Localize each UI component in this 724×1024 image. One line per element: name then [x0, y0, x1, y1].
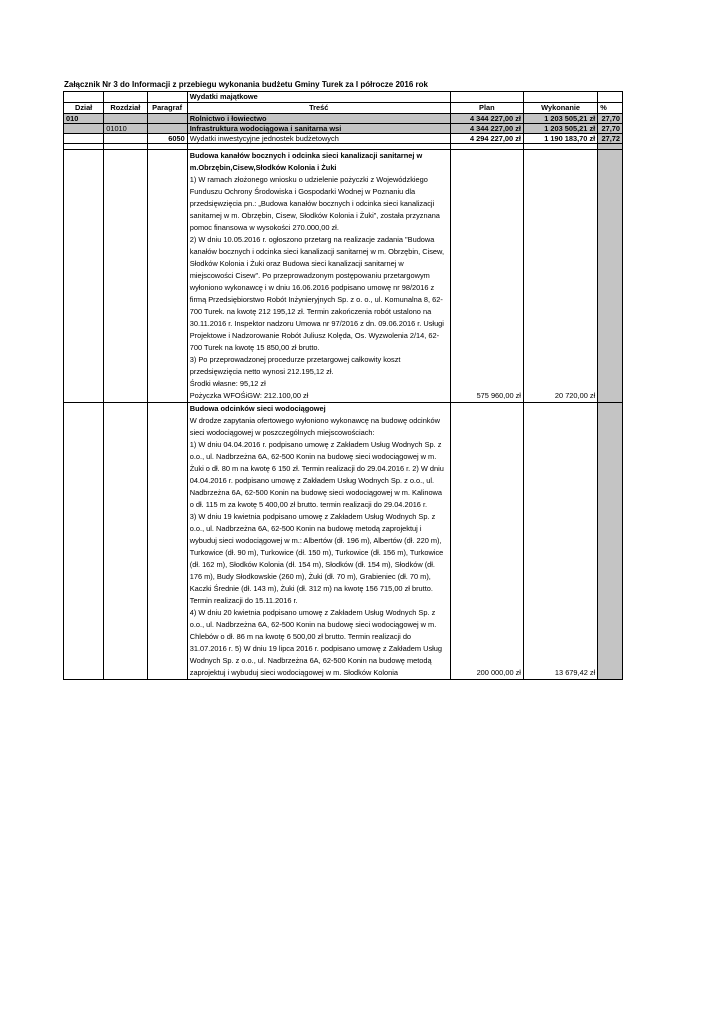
tresc-cell: Rolnictwo i łowiectwo	[187, 114, 450, 124]
task-title: Budowa odcinków sieci wodociągowej	[189, 404, 326, 413]
task-line: Pożyczka WFOŚiGW: 212.100,00 zł	[189, 391, 309, 400]
task-plan: 575 960,00 zł	[450, 150, 523, 403]
task-line: 3) Po przeprowadzonej procedurze przetargowej całkowity koszt przedsięwzięcia netto wynosi 212.195,12 zł.	[189, 355, 401, 376]
column-header-dzial: Dział	[64, 103, 104, 114]
section-header: Wydatki majątkowe	[187, 92, 450, 103]
tresc-cell: Wydatki inwestycyjne jednostek budżetowych	[187, 134, 450, 144]
plan-cell: 4 294 227,00 zł	[450, 134, 523, 144]
task-line: 1) W ramach złożonego wniosku o udzielenie pożyczki z Wojewódzkiego Funduszu Ochrony Środowiska i Gospodarki Wodnej w Poznaniu dla przedsięwzięcia pn.: „Budowa kanałów bocznych i odcinka sieci kanalizacji sanitarnej w m. Obrzębin, Cisew, Słodków Kolonia i Żuki”, została przyznana pomoc finansowa w wysokości 270.000,00 zł.	[189, 175, 440, 232]
task-line: W drodze zapytania ofertowego wyłoniono wykonawcę na budowę odcinków sieci wodociągowej w poszczególnych miejscowościach:	[189, 416, 440, 437]
task-line: 2) W dniu 10.05.2016 r. ogłoszono przetarg na realizacje zadania "Budowa kanałów bocznych i odcinka sieci kanalizacji sanitarnej w m. Obrzębin, Cisew, Słodków Kolonia i Żuki oraz Budowa sieci kanalizacji sanitarnej w miejscowości Cisew". Po przeprowadzonym postępowaniu przetargowym wyłoniono wykonawcę i w dniu 16.06.2016 podpisano umowę nr 98/2016 z firmą Przedsiębiorstwo Robót Inżynieryjnych Sp. z o. o., ul. Komunalna 8, 62-700 Turek. na kwotę 212 195,12 zł. Termin zakończenia robót ustalono na 30.11.2016 r. Inspektor nadzoru Umowa nr 97/2016 z dn. 09.06.2016 r. Usługi Projektowe i Nadzorowanie Robót Juliusz Kolęda, Os. Wyzwolenia 2/14, 62-700 Turek na kwotę 15 850,00 zł brutto.	[189, 235, 445, 352]
column-header-row	[64, 103, 623, 114]
task-wykonanie: 13 679,42 zł	[523, 403, 597, 680]
task-row	[64, 403, 623, 680]
wykonanie-cell: 1 203 505,21 zł	[523, 114, 597, 124]
document-title: Załącznik Nr 3 do Informacji z przebiegu wykonania budżetu Gminy Turek za I półrocze 2016 rok	[64, 80, 428, 89]
column-header-wykonanie: Wykonanie	[523, 103, 597, 114]
percent-cell: 27,70	[598, 124, 623, 134]
task-description	[187, 150, 450, 403]
column-header-percent: %	[598, 103, 623, 114]
wykonanie-cell: 1 190 183,70 zł	[523, 134, 597, 144]
table-row	[64, 124, 623, 134]
task-description	[187, 403, 450, 680]
task-plan: 200 000,00 zł	[450, 403, 523, 680]
tresc-cell: Infrastruktura wodociągowa i sanitarna wsi	[187, 124, 450, 134]
rozdzial-cell: 01010	[104, 124, 147, 134]
task-line: Środki własne: 95,12 zł	[189, 379, 266, 388]
table-row	[64, 114, 623, 124]
dzial-cell: 010	[64, 114, 104, 124]
task-line: 3) W dniu 19 kwietnia podpisano umowę z Zakładem Usług Wodnych Sp. z o.o., ul. Nadbrzeżna 6A, 62-500 Konin na budowę metodą zaprojektuj i wybuduj sieci wodociągowej w m.: Albertów (dł. 196 m), Albertów (dł. 220 m), Turkowice (dł. 90 m), Turkowice (dł. 150 m), Turkowice (dł. 156 m), Turkowice (dł. 162 m), Słodków Kolonia (dł. 154 m), Słodków (dł. 154 m), Słodków (dł. 176 m), Budy Słodkowskie (260 m), Żuki (dł. 70 m), Grabieniec (dł. 70 m), Kaczki Średnie (dł. 143 m), Żuki (dł. 312 m) na kwotę 156 715,00 zł brutto. Termin realizacji do 15.11.2016 r.	[189, 512, 444, 605]
plan-cell: 4 344 227,00 zł	[450, 124, 523, 134]
column-header-rozdzial: Rozdział	[104, 103, 147, 114]
column-header-plan: Plan	[450, 103, 523, 114]
plan-cell: 4 344 227,00 zł	[450, 114, 523, 124]
table-row	[64, 134, 623, 144]
budget-table	[63, 91, 623, 680]
column-header-tresc: Treść	[187, 103, 450, 114]
percent-cell: 27,70	[598, 114, 623, 124]
wykonanie-cell: 1 203 505,21 zł	[523, 124, 597, 134]
task-row	[64, 150, 623, 403]
task-wykonanie: 20 720,00 zł	[523, 150, 597, 403]
column-header-paragraf: Paragraf	[147, 103, 187, 114]
task-title: Budowa kanałów bocznych i odcinka sieci kanalizacji sanitarnej w m.Obrzębin,Cisew,Słodków Kolonia i Żuki	[189, 151, 423, 172]
percent-cell: 27,72	[598, 134, 623, 144]
task-line: 4) W dniu 20 kwietnia podpisano umowę z Zakładem Usług Wodnych Sp. z o.o., ul. Nadbrzeżna 6A, 62-500 Konin na budowę sieci wodociągowej w m. Chlebów o dł. 86 m na kwotę 6 500,00 zł brutto. Termin realizacji do 31.07.2016 r. 5) W dniu 19 lipca 2016 r. podpisano umowę z Zakładem Usług Wodnych Sp. z o.o., ul. Nadbrzeżna 6A, 62-500 Konin na budowę metodą zaprojektuj i wybuduj sieci wodociągowej w m. Słodków Kolonia	[189, 608, 443, 677]
paragraf-cell: 6050	[147, 134, 187, 144]
task-line: 1) W dniu 04.04.2016 r. podpisano umowę z Zakładem Usług Wodnych Sp. z o.o., ul. Nadbrzeżna 6A, 62-500 Konin na budowę sieci wodociągowej w m. Żuki o dł. 80 m na kwotę 6 150 zł. Termin realizacji do 29.04.2016 r. 2) W dniu 04.04.2016 r. podpisano umowę z Zakładem Usług Wodnych Sp. z o.o., ul. Nadbrzeżna 6A, 62-500 Konin na budowę sieci wodociągowej w m. Kalinowa o dł. 115 m za kwotę 5 400,00 zł brutto. termin realizacji do 29.04.2016 r.	[189, 440, 444, 509]
